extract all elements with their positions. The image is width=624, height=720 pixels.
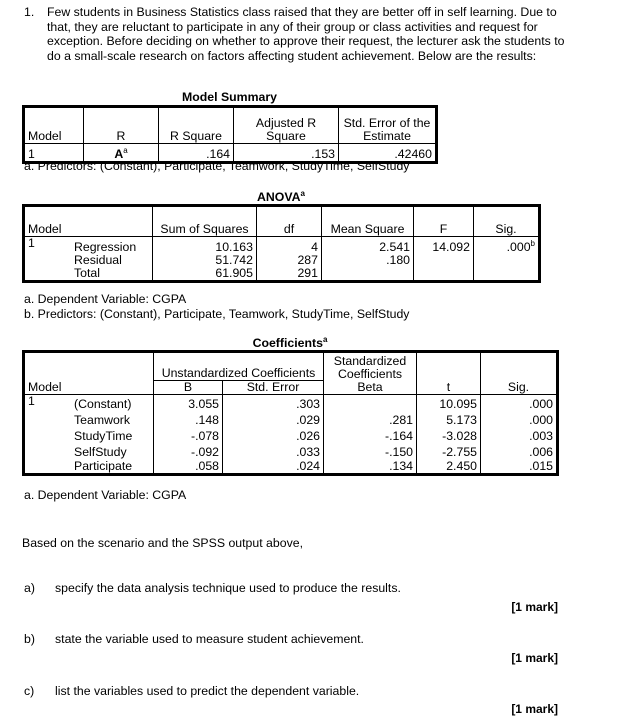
ms-value <box>322 267 414 282</box>
anova-footnotes <box>24 292 409 322</box>
anova-title: ANOVA$^a$ <box>257 189 305 205</box>
b-value: .148 <box>154 411 223 427</box>
subquestion-a-mark: [1 mark] <box>511 600 558 614</box>
table-row <box>24 427 558 443</box>
t-value: 2.450 <box>417 459 481 475</box>
beta-value: -.150 <box>324 443 417 459</box>
t-value: -2.755 <box>417 443 481 459</box>
model-summary-footnote: a. Predictors: (Constant), Participate, Teamwork, StudyTime, SelfStudy <box>24 159 410 173</box>
table-row <box>24 237 540 255</box>
model-summary-table <box>22 105 438 164</box>
table-row <box>24 254 540 267</box>
header-r-square: R Square <box>159 107 234 144</box>
ss-value: 61.905 <box>153 267 257 282</box>
t-value: 5.173 <box>417 411 481 427</box>
subquestion-b-mark: [1 mark] <box>511 651 558 665</box>
coefficients-title: Coefficients$^a$ <box>252 335 328 351</box>
anova-table <box>22 204 541 283</box>
beta-value: .281 <box>324 411 417 427</box>
sig-value: .015 <box>481 459 558 475</box>
header-f: F <box>414 206 474 237</box>
f-value <box>414 267 474 282</box>
se-value: .024 <box>223 459 324 475</box>
table-row <box>24 443 558 459</box>
subquestion-b-text: state the variable used to measure student achievement. <box>55 632 364 646</box>
question-text: Few students in Business Statistics class raised that they are better off in self learning. Due to that, they are reluctant to participate in any of their group or class activities and request for exception. Before deciding on whether to approve their request, the lecturer ask the students to do a small-scale research on factors affecting student achievement. Below are the results: <box>47 5 565 63</box>
header-std-error: Std. Error of the Estimate <box>339 107 437 144</box>
row-label: SelfStudy <box>71 443 154 459</box>
model-value: 1 <box>24 395 72 475</box>
f-value: 14.092 <box>414 237 474 255</box>
sig-value: .000$^b$ <box>474 237 540 255</box>
sig-value <box>474 267 540 282</box>
ms-value: 2.541 <box>322 237 414 255</box>
row-label: Residual <box>71 254 153 267</box>
header-df: df <box>257 206 322 237</box>
header-std-error: Std. Error <box>223 381 324 395</box>
row-label: Regression <box>71 237 153 255</box>
row-label: Total <box>71 267 153 282</box>
header-ms: Mean Square <box>322 206 414 237</box>
se-value: .033 <box>223 443 324 459</box>
subquestion-a-letter: a) <box>24 581 35 595</box>
se-value: .303 <box>223 395 324 411</box>
ss-value: 51.742 <box>153 254 257 267</box>
header-model: Model <box>24 352 154 395</box>
table-row <box>24 395 558 411</box>
sig-value <box>474 254 540 267</box>
subquestion-c-letter: c) <box>24 684 35 698</box>
ss-value: 10.163 <box>153 237 257 255</box>
header-model: Model <box>24 206 153 237</box>
subquestion-b-letter: b) <box>24 632 35 646</box>
question-number: 1. <box>24 5 35 19</box>
r-square-value: .164 <box>159 144 234 163</box>
footnote: b. Predictors: (Constant), Participate, Teamwork, StudyTime, SelfStudy <box>24 307 410 321</box>
header-t: t <box>417 352 481 395</box>
df-value: 287 <box>257 254 322 267</box>
ms-value: .180 <box>322 254 414 267</box>
subquestion-c-text: list the variables used to predict the dependent variable. <box>55 684 360 698</box>
header-beta: Beta <box>324 381 417 395</box>
sig-value: .000 <box>481 395 558 411</box>
coefficients-footnote: a. Dependent Variable: CGPA <box>24 488 187 502</box>
table-row <box>24 411 558 427</box>
row-label: (Constant) <box>71 395 154 411</box>
header-adj-r-square: Adjusted R Square <box>234 107 339 144</box>
prompt-text: Based on the scenario and the SPSS output above, <box>22 536 303 550</box>
table-row <box>24 459 558 475</box>
subquestion-a-text: specify the data analysis technique used to produce the results. <box>55 581 401 595</box>
model-value: 1 <box>24 237 72 282</box>
header-unstandardized: Unstandardized Coefficients <box>154 352 324 381</box>
model-value: 1 <box>24 144 84 163</box>
adj-r-square-value: .153 <box>234 144 339 163</box>
sig-value: .003 <box>481 427 558 443</box>
footnote: a. Dependent Variable: CGPA <box>24 292 187 306</box>
beta-value: -.164 <box>324 427 417 443</box>
row-label: StudyTime <box>71 427 154 443</box>
b-value: .058 <box>154 459 223 475</box>
model-summary-title: Model Summary <box>182 90 277 104</box>
se-value: .026 <box>223 427 324 443</box>
row-label: Participate <box>71 459 154 475</box>
header-sig: Sig. <box>481 352 558 395</box>
sig-value: .006 <box>481 443 558 459</box>
std-error-value: .42460 <box>339 144 437 163</box>
se-value: .029 <box>223 411 324 427</box>
r-value: $A^a$ <box>84 144 159 163</box>
beta-value <box>324 395 417 411</box>
row-label: Teamwork <box>71 411 154 427</box>
b-value: -.092 <box>154 443 223 459</box>
df-value: 4 <box>257 237 322 255</box>
header-model: Model <box>24 107 84 144</box>
header-b: B <box>154 381 223 395</box>
t-value: 10.095 <box>417 395 481 411</box>
subquestion-c-mark: [1 mark] <box>511 702 558 716</box>
header-sig: Sig. <box>474 206 540 237</box>
coefficients-table <box>22 350 559 476</box>
header-standardized: Standardized Coefficients <box>324 352 417 381</box>
df-value: 291 <box>257 267 322 282</box>
t-value: -3.028 <box>417 427 481 443</box>
table-row <box>24 267 540 282</box>
b-value: -.078 <box>154 427 223 443</box>
header-r: R <box>84 107 159 144</box>
b-value: 3.055 <box>154 395 223 411</box>
sig-value: .000 <box>481 411 558 427</box>
f-value <box>414 254 474 267</box>
beta-value: .134 <box>324 459 417 475</box>
header-ss: Sum of Squares <box>153 206 257 237</box>
